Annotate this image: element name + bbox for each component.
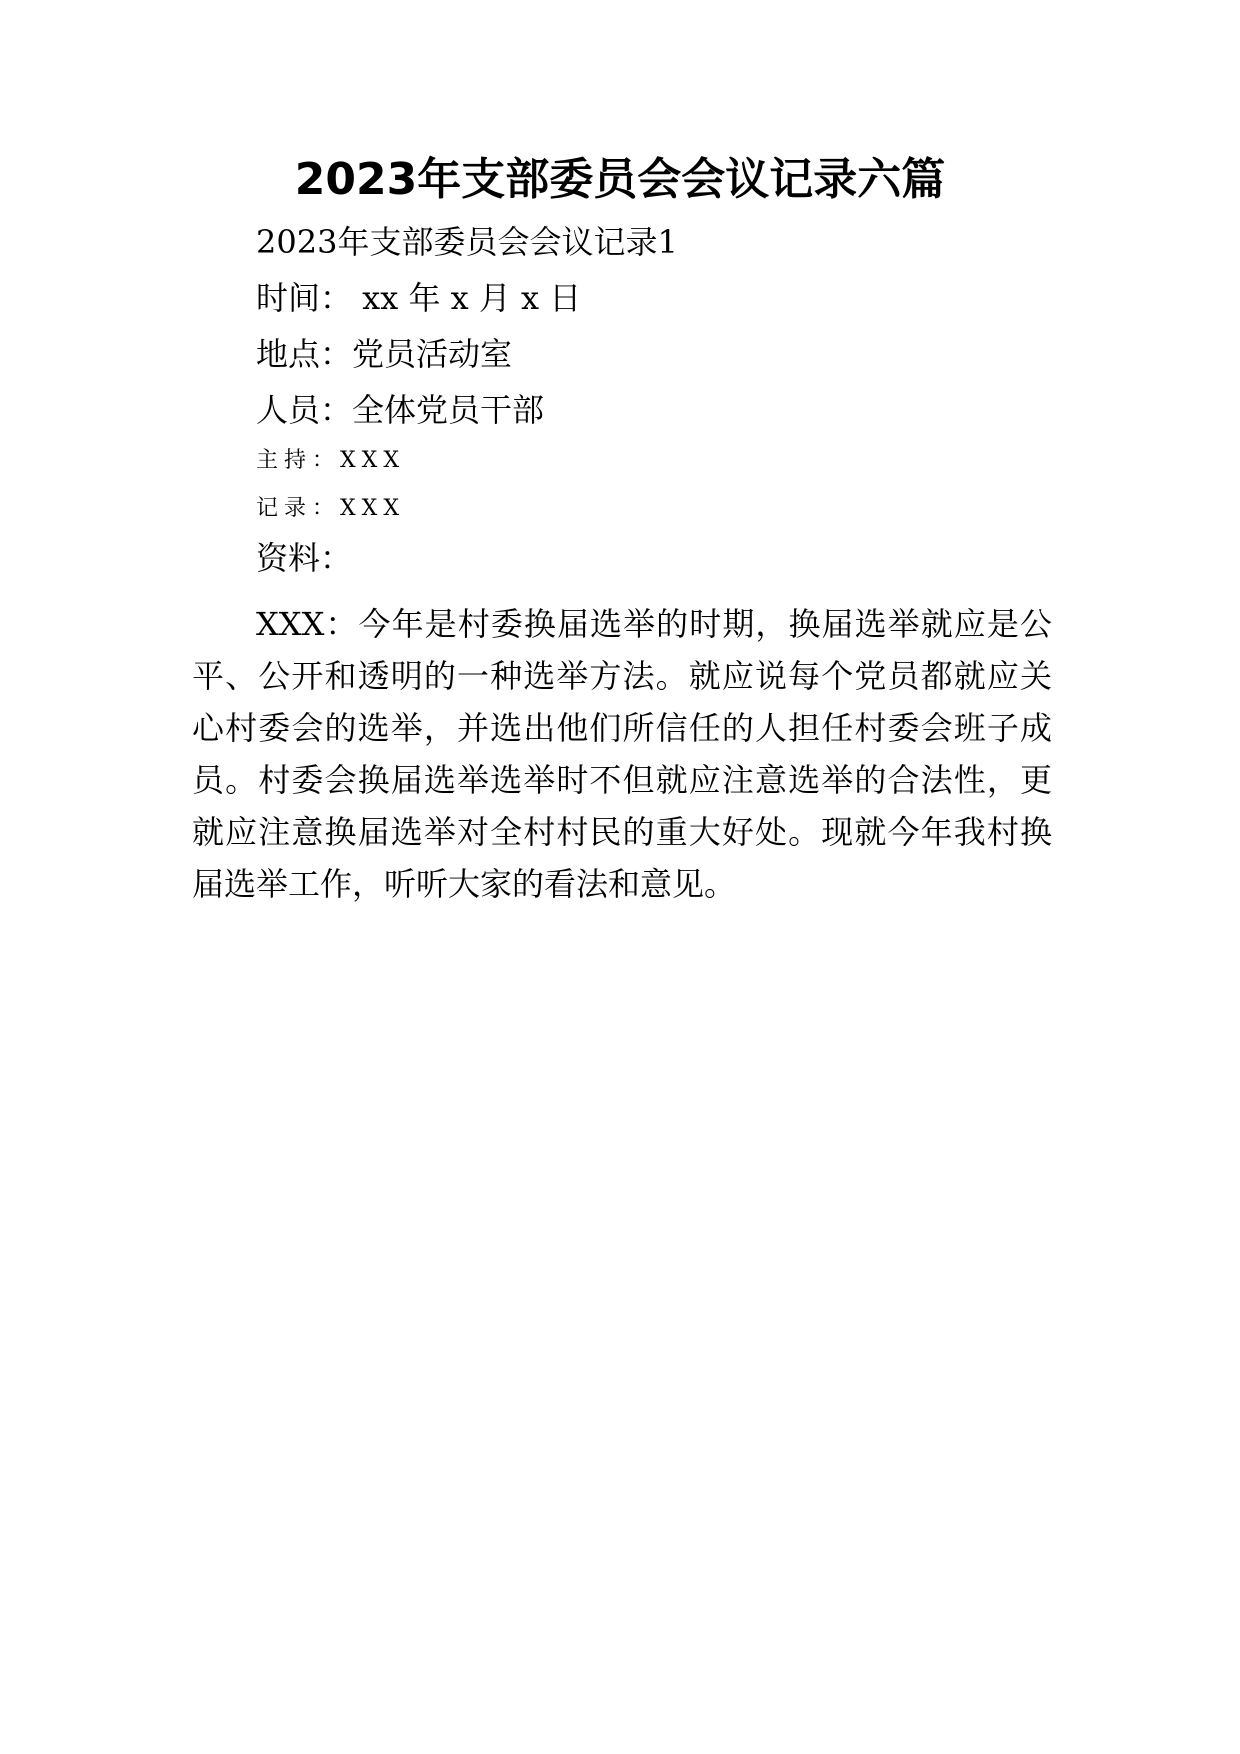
body-paragraph: XXX：今年是村委换届选举的时期，换届选举就应是公平、公开和透明的一种选举方法。就应说每个党员都就应关心村委会的选举，并选出他们所信任的人担任村委会班子成员。村委会换届选举选举时不但就应注意选举的合法性，更就应注意换届选举对全村村民的重大好处。现就今年我村换届选举工作，听听大家的看法和意见。 <box>192 605 1052 903</box>
meeting-host: 主持：XXX <box>256 448 405 473</box>
meeting-recorder: 记录：XXX <box>256 496 405 521</box>
material-heading: 资料： <box>256 539 353 577</box>
meeting-attendees: 人员：全体党员干部 <box>256 391 545 429</box>
meeting-place: 地点：党员活动室 <box>256 335 513 373</box>
document-title: 2023年支部委员会会议记录六篇 <box>294 154 946 205</box>
meeting-time: 时间： xx 年 x 月 x 日 <box>256 279 582 317</box>
record-subtitle: 2023年支部委员会会议记录1 <box>256 223 678 261</box>
